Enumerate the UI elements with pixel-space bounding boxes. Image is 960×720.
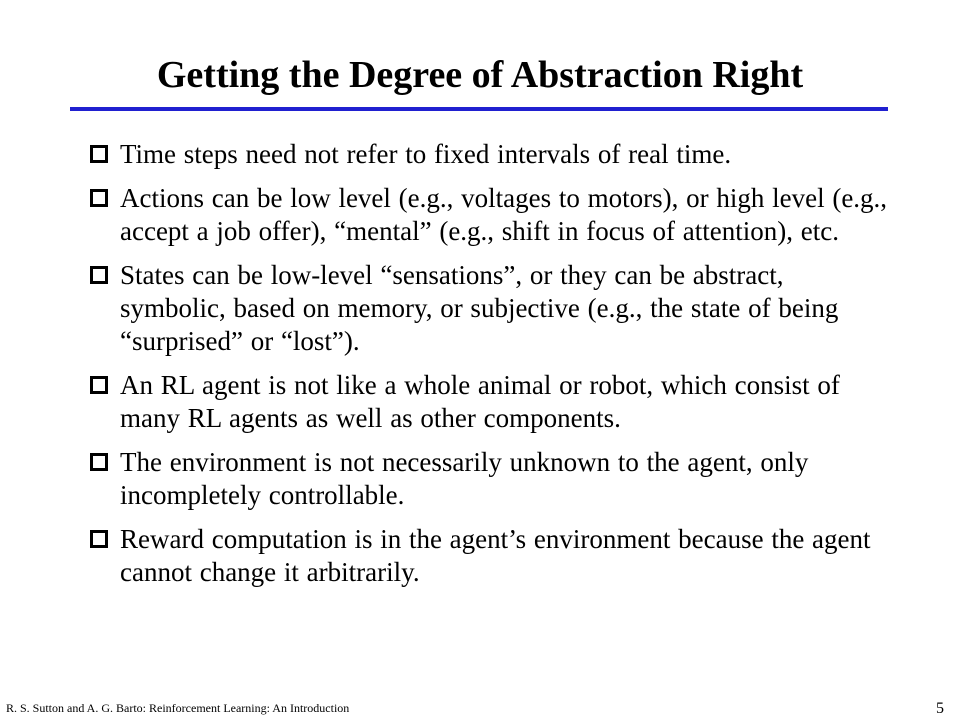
hollow-square-bullet-icon	[90, 530, 108, 548]
title-underline	[70, 107, 888, 111]
bullet-text: An RL agent is not like a whole animal or robot, which consist of many RL agents as well as other components.	[120, 370, 840, 433]
bullet-item	[90, 369, 890, 435]
hollow-square-bullet-icon	[90, 189, 108, 207]
bullet-list	[90, 138, 890, 600]
hollow-square-bullet-icon	[90, 145, 108, 163]
bullet-text: States can be low-level “sensations”, or they can be abstract, symbolic, based on memory, or subjective (e.g., the state of being “surprised” or “lost”).	[120, 260, 839, 356]
hollow-square-bullet-icon	[90, 266, 108, 284]
footer-credit: R. S. Sutton and A. G. Barto: Reinforcement Learning: An Introduction	[6, 701, 350, 715]
bullet-item	[90, 138, 890, 171]
bullet-item	[90, 182, 890, 248]
bullet-item	[90, 523, 890, 589]
bullet-text: Actions can be low level (e.g., voltages to motors), or high level (e.g., accept a job offer), “mental” (e.g., shift in focus of attention), etc.	[120, 183, 888, 246]
page-number: 5	[936, 700, 944, 717]
bullet-text: Reward computation is in the agent’s environment because the agent cannot change it arbitrarily.	[120, 524, 871, 587]
hollow-square-bullet-icon	[90, 376, 108, 394]
slide-title: Getting the Degree of Abstraction Right	[156, 54, 804, 96]
bullet-text: Time steps need not refer to fixed intervals of real time.	[120, 139, 732, 169]
bullet-text: The environment is not necessarily unknown to the agent, only incompletely controllable.	[120, 447, 809, 510]
bullet-item	[90, 446, 890, 512]
bullet-item	[90, 259, 890, 358]
hollow-square-bullet-icon	[90, 453, 108, 471]
